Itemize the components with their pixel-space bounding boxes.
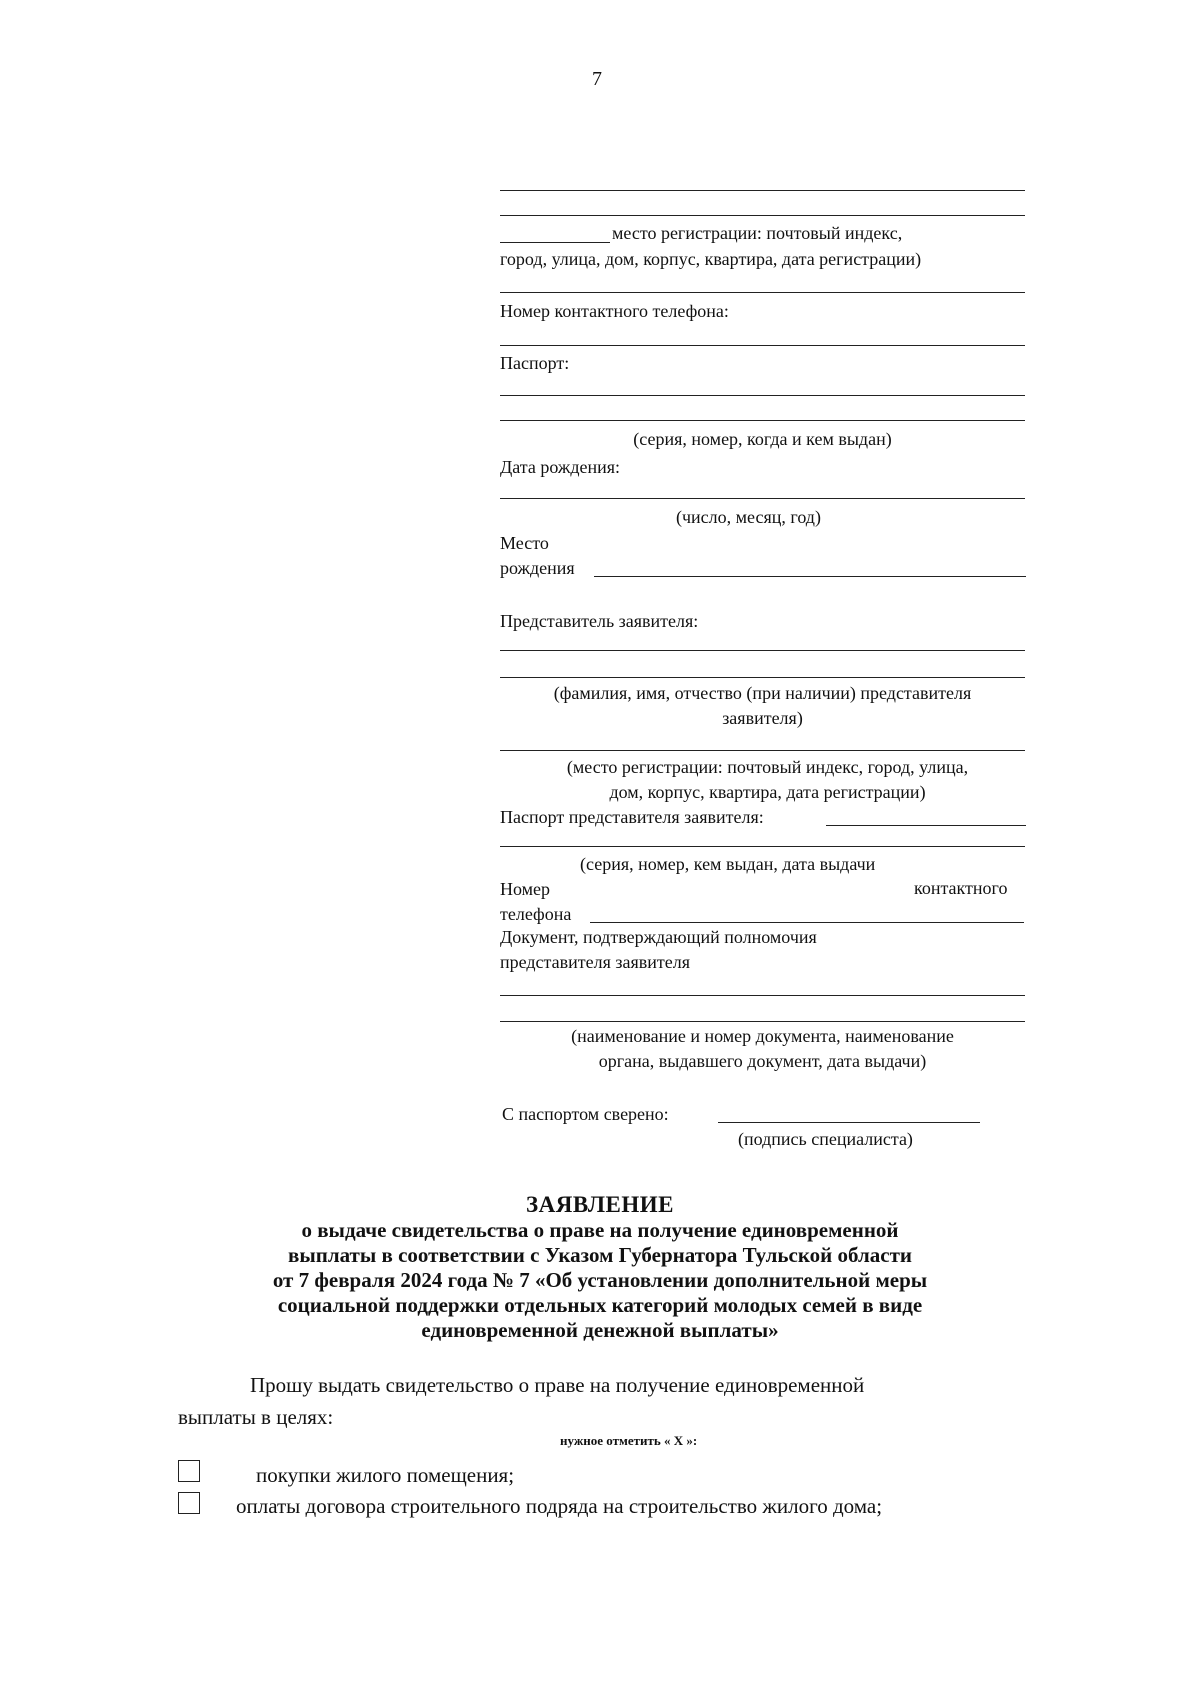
reg-place-line[interactable] bbox=[500, 292, 1025, 293]
rep-phone-label: контактного bbox=[914, 878, 1008, 898]
rep-passport-line[interactable] bbox=[500, 846, 1025, 847]
verified-label: С паспортом сверено: bbox=[502, 1104, 669, 1124]
blank-line[interactable] bbox=[500, 215, 1025, 216]
option-checkbox[interactable] bbox=[178, 1460, 200, 1482]
birth-place-line[interactable] bbox=[594, 576, 1026, 577]
birth-date-hint: (число, месяц, год) bbox=[676, 507, 821, 527]
authority-doc-label: представителя заявителя bbox=[500, 952, 690, 972]
rep-name-hint: заявителя) bbox=[722, 708, 803, 728]
statement-title-line: социальной поддержки отдельных категорий молодых семей в виде bbox=[277, 1293, 923, 1317]
page-number: 7 bbox=[592, 68, 602, 90]
rep-reg-hint: (место регистрации: почтовый индекс, город, улица, bbox=[566, 757, 969, 777]
passport-line[interactable] bbox=[500, 395, 1025, 396]
rep-passport-hint: (серия, номер, кем выдан, дата выдачи bbox=[580, 854, 876, 874]
verified-hint: (подпись специалиста) bbox=[738, 1129, 913, 1149]
option-checkbox[interactable] bbox=[178, 1492, 200, 1514]
rep-phone-label: телефона bbox=[500, 904, 572, 924]
authority-doc-label: Документ, подтверждающий полномочия bbox=[500, 927, 817, 947]
birth-place-label: Место bbox=[500, 533, 549, 553]
statement-title-line: о выдаче свидетельства о праве на получение единовременной bbox=[301, 1218, 899, 1242]
reg-place-label: место регистрации: почтовый индекс, bbox=[612, 223, 903, 243]
rep-label: Представитель заявителя: bbox=[500, 611, 699, 631]
rep-phone-label: Номер bbox=[500, 879, 551, 899]
rep-name-line[interactable] bbox=[500, 677, 1025, 678]
authority-doc-line[interactable] bbox=[500, 1021, 1025, 1022]
blank-line[interactable] bbox=[500, 190, 1025, 191]
signature-line[interactable] bbox=[718, 1122, 980, 1123]
statement-heading: ЗАЯВЛЕНИЕ bbox=[526, 1192, 674, 1217]
authority-doc-hint: органа, выдавшего документ, дата выдачи) bbox=[598, 1051, 927, 1071]
passport-line[interactable] bbox=[500, 420, 1025, 421]
phone-label: Номер контактного телефона: bbox=[500, 301, 729, 321]
mark-note: нужное отметить « Х »: bbox=[560, 1433, 698, 1448]
request-text: Прошу выдать свидетельство о праве на получение единовременной bbox=[250, 1373, 865, 1397]
reg-place-label: город, улица, дом, корпус, квартира, дата регистрации) bbox=[500, 249, 922, 269]
passport-label: Паспорт: bbox=[500, 353, 570, 373]
rep-reg-line[interactable] bbox=[500, 750, 1025, 751]
authority-doc-line[interactable] bbox=[500, 995, 1025, 996]
statement-title-line: единовременной денежной выплаты» bbox=[421, 1318, 779, 1342]
rep-reg-hint: дом, корпус, квартира, дата регистрации) bbox=[609, 782, 926, 802]
authority-doc-hint: (наименование и номер документа, наименование bbox=[571, 1026, 954, 1046]
birth-date-line[interactable] bbox=[500, 498, 1025, 499]
rep-passport-line[interactable] bbox=[826, 825, 1026, 826]
option-label: оплаты договора строительного подряда на строительство жилого дома; bbox=[236, 1494, 883, 1518]
phone-line[interactable] bbox=[500, 345, 1025, 346]
statement-title-line: выплаты в соответствии с Указом Губернатора Тульской области bbox=[287, 1243, 912, 1267]
passport-hint: (серия, номер, когда и кем выдан) bbox=[633, 429, 892, 449]
rep-name-line[interactable] bbox=[500, 650, 1025, 651]
birth-place-label: рождения bbox=[500, 558, 575, 578]
blank-line[interactable] bbox=[500, 242, 610, 243]
statement-title-line: от 7 февраля 2024 года № 7 «Об установлении дополнительной меры bbox=[272, 1268, 928, 1292]
rep-phone-line[interactable] bbox=[590, 922, 1024, 923]
option-label: покупки жилого помещения; bbox=[256, 1463, 515, 1487]
birth-date-label: Дата рождения: bbox=[500, 457, 621, 477]
rep-passport-label: Паспорт представителя заявителя: bbox=[500, 807, 764, 827]
request-text: выплаты в целях: bbox=[178, 1405, 334, 1429]
rep-name-hint: (фамилия, имя, отчество (при наличии) представителя bbox=[553, 683, 972, 703]
